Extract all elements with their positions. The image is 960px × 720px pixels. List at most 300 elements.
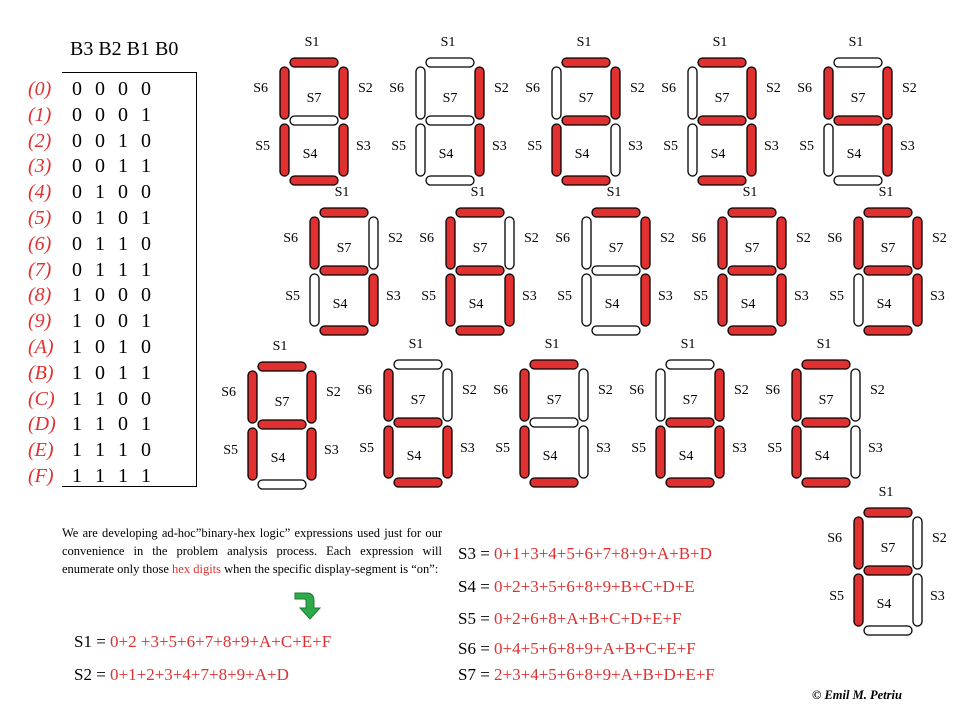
- segment-label: S6: [661, 81, 676, 96]
- segment-label: S1: [334, 185, 350, 200]
- segment-s7: [320, 266, 368, 275]
- segment-s6: [854, 517, 863, 569]
- segment-s6: [310, 217, 319, 269]
- segment-s3: [339, 124, 348, 176]
- row-hex-label: (E): [28, 439, 54, 462]
- segment-label: S6: [419, 231, 434, 246]
- segment-s6: [688, 67, 697, 119]
- equation-rhs: 0+2+6+8+A+B+C+D+E+F: [494, 609, 682, 628]
- equation-lhs: S2 =: [74, 665, 111, 684]
- segment-s6: [280, 67, 289, 119]
- segment-label: S5: [557, 289, 572, 304]
- segment-s6: [718, 217, 727, 269]
- row-hex-label: (B): [28, 361, 54, 384]
- segment-s5: [248, 428, 257, 480]
- segment-s3: [307, 428, 316, 480]
- digit-display-9: [827, 185, 947, 335]
- segment-s7: [530, 418, 578, 427]
- segment-s2: [611, 67, 620, 119]
- segment-s2: [579, 369, 588, 421]
- segment-s5: [688, 124, 697, 176]
- segment-label: S2: [734, 383, 749, 398]
- segment-s7: [258, 420, 306, 429]
- segment-label: S5: [767, 441, 782, 456]
- segment-s2: [443, 369, 452, 421]
- segment-s1: [258, 362, 306, 371]
- digit-display-8: [691, 185, 811, 335]
- segment-s5: [824, 124, 833, 176]
- segment-label: S2: [462, 383, 477, 398]
- segment-s2: [913, 517, 922, 569]
- explanation-note: [62, 524, 442, 578]
- segment-s2: [883, 67, 892, 119]
- digit-display-C: [493, 337, 613, 487]
- segment-label: S5: [223, 443, 238, 458]
- equation-lhs: S1 =: [74, 632, 111, 651]
- segment-s4: [864, 626, 912, 635]
- segment-label: S6: [389, 81, 404, 96]
- segment-s3: [851, 426, 860, 478]
- segment-s7: [562, 116, 610, 125]
- segment-s4: [802, 478, 850, 487]
- segment-label: S5: [829, 289, 844, 304]
- segment-label: S1: [304, 35, 320, 50]
- segment-label: S3: [386, 289, 401, 304]
- segment-label: S5: [495, 441, 510, 456]
- segment-label: S4: [678, 449, 694, 464]
- segment-label: S3: [930, 289, 945, 304]
- segment-s5: [446, 274, 455, 326]
- segment-label: S1: [816, 337, 832, 352]
- segment-s2: [475, 67, 484, 119]
- segment-label: S2: [630, 81, 645, 96]
- segment-label: S3: [764, 139, 779, 154]
- segment-label: S3: [900, 139, 915, 154]
- segment-label: S4: [270, 451, 286, 466]
- segment-s5: [310, 274, 319, 326]
- segment-s1: [802, 360, 850, 369]
- segment-s4: [456, 326, 504, 335]
- segment-label: S6: [357, 383, 372, 398]
- segment-label: S6: [691, 231, 706, 246]
- equation-s2: [74, 665, 289, 685]
- segment-label: S5: [693, 289, 708, 304]
- segment-s7: [394, 418, 442, 427]
- segment-s3: [475, 124, 484, 176]
- segment-s3: [913, 274, 922, 326]
- digit-display-0: [253, 35, 373, 185]
- segment-label: S4: [604, 297, 620, 312]
- segment-s4: [698, 176, 746, 185]
- segment-label: S7: [818, 393, 834, 408]
- segment-s1: [666, 360, 714, 369]
- segment-label: S4: [740, 297, 756, 312]
- segment-s3: [883, 124, 892, 176]
- segment-s4: [426, 176, 474, 185]
- segment-label: S6: [629, 383, 644, 398]
- segment-s2: [641, 217, 650, 269]
- segment-label: S2: [932, 531, 947, 546]
- segment-s7: [864, 266, 912, 275]
- segment-label: S1: [544, 337, 560, 352]
- segment-s4: [320, 326, 368, 335]
- segment-label: S3: [460, 441, 475, 456]
- segment-s1: [530, 360, 578, 369]
- segment-s6: [582, 217, 591, 269]
- segment-s5: [416, 124, 425, 176]
- segment-label: S2: [902, 81, 917, 96]
- row-bits: 0 1 0 0: [72, 181, 151, 204]
- segment-label: S2: [358, 81, 373, 96]
- segment-s2: [307, 371, 316, 423]
- row-hex-label: (D): [28, 413, 56, 436]
- segment-label: S7: [850, 91, 866, 106]
- segment-s6: [248, 371, 257, 423]
- segment-label: S2: [870, 383, 885, 398]
- segment-label: S5: [631, 441, 646, 456]
- segment-label: S3: [324, 443, 339, 458]
- segment-label: S6: [221, 385, 236, 400]
- segment-s3: [369, 274, 378, 326]
- segment-label: S2: [766, 81, 781, 96]
- digit-display-F: [827, 485, 947, 635]
- segment-s6: [656, 369, 665, 421]
- equation-s3: [458, 544, 712, 564]
- equation-lhs: S3 =: [458, 544, 495, 563]
- row-hex-label: (1): [28, 103, 52, 126]
- segment-label: S3: [794, 289, 809, 304]
- segment-label: S1: [878, 185, 894, 200]
- segment-s4: [258, 480, 306, 489]
- segment-label: S2: [388, 231, 403, 246]
- row-hex-label: (C): [28, 387, 55, 410]
- equation-s5: [458, 609, 681, 629]
- segment-s6: [384, 369, 393, 421]
- segment-label: S7: [472, 241, 488, 256]
- segment-s1: [562, 58, 610, 67]
- equation-lhs: S4 =: [458, 577, 495, 596]
- row-bits: 1 0 0 0: [72, 284, 151, 307]
- segment-s2: [777, 217, 786, 269]
- row-hex-label: (A): [28, 336, 54, 358]
- segment-label: S2: [932, 231, 947, 246]
- segment-s5: [582, 274, 591, 326]
- row-bits: 1 1 0 0: [72, 387, 151, 410]
- segment-label: S7: [880, 241, 896, 256]
- segment-label: S5: [391, 139, 406, 154]
- segment-label: S1: [680, 337, 696, 352]
- row-bits: 0 0 1 0: [72, 129, 151, 152]
- segment-label: S4: [468, 297, 484, 312]
- row-hex-label: (9): [28, 310, 52, 333]
- segment-s6: [520, 369, 529, 421]
- note-text-after: when the specific display-segment is “on”:: [221, 562, 439, 576]
- segment-s3: [505, 274, 514, 326]
- segment-label: S6: [555, 231, 570, 246]
- segment-label: S4: [302, 147, 318, 162]
- segment-s4: [728, 326, 776, 335]
- row-hex-label: (8): [28, 284, 52, 307]
- segment-label: S3: [868, 441, 883, 456]
- segment-s7: [592, 266, 640, 275]
- segment-label: S4: [710, 147, 726, 162]
- segment-label: S5: [829, 589, 844, 604]
- segment-s2: [747, 67, 756, 119]
- segment-label: S1: [440, 35, 456, 50]
- segment-s4: [562, 176, 610, 185]
- segment-s6: [552, 67, 561, 119]
- segment-label: S1: [742, 185, 758, 200]
- digit-display-5: [283, 185, 403, 335]
- segment-s5: [718, 274, 727, 326]
- segment-s2: [715, 369, 724, 421]
- truth-table-header: B3 B2 B1 B0: [70, 38, 179, 60]
- segment-s4: [834, 176, 882, 185]
- equation-s6: [458, 639, 696, 659]
- segment-s4: [864, 326, 912, 335]
- row-bits: 0 1 1 0: [72, 232, 151, 255]
- segment-s6: [416, 67, 425, 119]
- segment-s3: [913, 574, 922, 626]
- segment-label: S2: [660, 231, 675, 246]
- segment-label: S4: [876, 597, 892, 612]
- segment-label: S7: [336, 241, 352, 256]
- segment-s7: [864, 566, 912, 575]
- row-hex-label: (0): [28, 78, 52, 100]
- row-hex-label: (5): [28, 207, 52, 229]
- digit-display-B: [357, 337, 477, 487]
- row-hex-label: (7): [28, 258, 52, 281]
- equation-rhs: 0+4+5+6+8+9+A+B+C+E+F: [494, 639, 696, 658]
- segment-s7: [456, 266, 504, 275]
- segment-s2: [339, 67, 348, 119]
- row-bits: 0 0 1 1: [72, 155, 151, 178]
- equation-rhs: 0+2+3+5+6+8+9+B+C+D+E: [494, 577, 695, 596]
- segment-s3: [579, 426, 588, 478]
- segment-s7: [426, 116, 474, 125]
- equation-lhs: S7 =: [458, 665, 495, 684]
- segment-s2: [913, 217, 922, 269]
- segment-s2: [851, 369, 860, 421]
- segment-s7: [666, 418, 714, 427]
- segment-s2: [369, 217, 378, 269]
- equation-lhs: S6 =: [458, 639, 495, 658]
- segment-label: S4: [876, 297, 892, 312]
- segment-s5: [520, 426, 529, 478]
- equation-rhs: 0+1+3+4+5+6+7+8+9+A+B+D: [494, 544, 712, 563]
- row-bits: 1 0 1 1: [72, 361, 151, 384]
- digit-display-A: [221, 339, 341, 489]
- segment-s4: [394, 478, 442, 487]
- equation-rhs: 2+3+4+5+6+8+9+A+B+D+E+F: [494, 665, 715, 684]
- segment-s5: [656, 426, 665, 478]
- equation-rhs: 0+2 +3+5+6+7+8+9+A+C+E+F: [110, 632, 332, 651]
- segment-label: S5: [663, 139, 678, 154]
- row-bits: 1 0 0 1: [72, 310, 151, 333]
- segment-label: S7: [880, 541, 896, 556]
- segment-label: S5: [527, 139, 542, 154]
- segment-label: S7: [442, 91, 458, 106]
- row-hex-label: (2): [28, 129, 52, 152]
- segment-s1: [290, 58, 338, 67]
- equation-rhs: 0+1+2+3+4+7+8+9+A+D: [110, 665, 289, 684]
- segment-label: S7: [744, 241, 760, 256]
- segment-label: S7: [274, 395, 290, 410]
- digit-display-1: [389, 35, 509, 185]
- segment-s5: [384, 426, 393, 478]
- segment-s4: [530, 478, 578, 487]
- segment-label: S5: [255, 139, 270, 154]
- row-bits: 1 1 0 1: [72, 413, 151, 436]
- segment-s1: [864, 208, 912, 217]
- digit-display-2: [525, 35, 645, 185]
- segment-s7: [834, 116, 882, 125]
- segment-s4: [666, 478, 714, 487]
- digit-display-4: [797, 35, 917, 185]
- segment-s1: [864, 508, 912, 517]
- segment-label: S2: [494, 81, 509, 96]
- equation-s4: [458, 577, 695, 597]
- segment-label: S3: [628, 139, 643, 154]
- segment-s3: [747, 124, 756, 176]
- segment-label: S4: [846, 147, 862, 162]
- note-text-before: We are developing ad-hoc”binary-hex logic” expressions used just for our convenience in the problem analysis process. Each expression will enumerate only those: [62, 526, 442, 576]
- row-hex-label: (3): [28, 155, 52, 178]
- segment-s5: [792, 426, 801, 478]
- digit-display-D: [629, 337, 749, 487]
- segment-s5: [280, 124, 289, 176]
- segment-s1: [698, 58, 746, 67]
- segment-s3: [611, 124, 620, 176]
- segment-label: S1: [878, 485, 894, 500]
- digit-display-7: [555, 185, 675, 335]
- segment-label: S6: [827, 531, 842, 546]
- segment-s3: [715, 426, 724, 478]
- segment-s7: [728, 266, 776, 275]
- segment-s3: [777, 274, 786, 326]
- segment-s3: [641, 274, 650, 326]
- segment-s6: [792, 369, 801, 421]
- copyright: © Emil M. Petriu: [812, 688, 902, 702]
- segment-label: S2: [796, 231, 811, 246]
- segment-label: S6: [525, 81, 540, 96]
- segment-s5: [854, 274, 863, 326]
- segment-s1: [426, 58, 474, 67]
- segment-label: S6: [493, 383, 508, 398]
- segment-s7: [698, 116, 746, 125]
- segment-label: S3: [356, 139, 371, 154]
- segment-label: S5: [285, 289, 300, 304]
- row-bits: 0 1 0 1: [72, 207, 151, 229]
- segment-s7: [802, 418, 850, 427]
- segment-label: S4: [814, 449, 830, 464]
- segment-s4: [290, 176, 338, 185]
- segment-label: S3: [732, 441, 747, 456]
- segment-label: S3: [522, 289, 537, 304]
- segment-label: S4: [542, 449, 558, 464]
- curved-arrow-icon: [292, 588, 326, 622]
- segment-label: S7: [578, 91, 594, 106]
- segment-s3: [443, 426, 452, 478]
- segment-label: S4: [332, 297, 348, 312]
- segment-s2: [505, 217, 514, 269]
- segment-s7: [290, 116, 338, 125]
- row-bits: 1 0 1 0: [72, 336, 151, 358]
- row-bits: 1 1 1 0: [72, 439, 151, 462]
- segment-label: S1: [470, 185, 486, 200]
- segment-label: S4: [438, 147, 454, 162]
- segment-s6: [854, 217, 863, 269]
- segment-label: S7: [306, 91, 322, 106]
- segment-s1: [592, 208, 640, 217]
- row-bits: 0 0 0 0: [72, 78, 151, 100]
- segment-label: S1: [272, 339, 288, 354]
- segment-s6: [824, 67, 833, 119]
- equation-s7: [458, 665, 715, 685]
- segment-label: S7: [410, 393, 426, 408]
- segment-label: S2: [326, 385, 341, 400]
- segment-s5: [854, 574, 863, 626]
- segment-s1: [394, 360, 442, 369]
- segment-s5: [552, 124, 561, 176]
- segment-s1: [456, 208, 504, 217]
- segment-label: S2: [524, 231, 539, 246]
- segment-s6: [446, 217, 455, 269]
- segment-label: S6: [253, 81, 268, 96]
- segment-label: S3: [930, 589, 945, 604]
- segment-label: S1: [848, 35, 864, 50]
- segment-label: S1: [712, 35, 728, 50]
- segment-label: S6: [283, 231, 298, 246]
- digit-display-6: [419, 185, 539, 335]
- segment-label: S7: [714, 91, 730, 106]
- row-bits: 0 0 0 1: [72, 103, 151, 126]
- row-hex-label: (F): [28, 465, 54, 487]
- segment-label: S5: [421, 289, 436, 304]
- row-hex-label: (4): [28, 181, 52, 204]
- segment-s4: [592, 326, 640, 335]
- segment-s1: [834, 58, 882, 67]
- digit-display-3: [661, 35, 781, 185]
- segment-label: S4: [574, 147, 590, 162]
- digit-display-E: [765, 337, 885, 487]
- segment-label: S3: [596, 441, 611, 456]
- row-bits: 1 1 1 1: [72, 465, 151, 487]
- segment-label: S1: [606, 185, 622, 200]
- segment-label: S6: [827, 231, 842, 246]
- segment-label: S1: [576, 35, 592, 50]
- row-hex-label: (6): [28, 232, 52, 255]
- segment-label: S5: [799, 139, 814, 154]
- segment-label: S4: [406, 449, 422, 464]
- segment-s1: [320, 208, 368, 217]
- segment-label: S3: [658, 289, 673, 304]
- segment-label: S7: [546, 393, 562, 408]
- segment-label: S1: [408, 337, 424, 352]
- segment-label: S6: [765, 383, 780, 398]
- segment-label: S7: [682, 393, 698, 408]
- segment-label: S3: [492, 139, 507, 154]
- segment-label: S6: [797, 81, 812, 96]
- segment-s1: [728, 208, 776, 217]
- row-bits: 0 1 1 1: [72, 258, 151, 281]
- segment-label: S5: [359, 441, 374, 456]
- segment-label: S2: [598, 383, 613, 398]
- note-highlight: hex digits: [172, 562, 222, 576]
- segment-label: S7: [608, 241, 624, 256]
- equation-lhs: S5 =: [458, 609, 495, 628]
- equation-s1: [74, 632, 331, 652]
